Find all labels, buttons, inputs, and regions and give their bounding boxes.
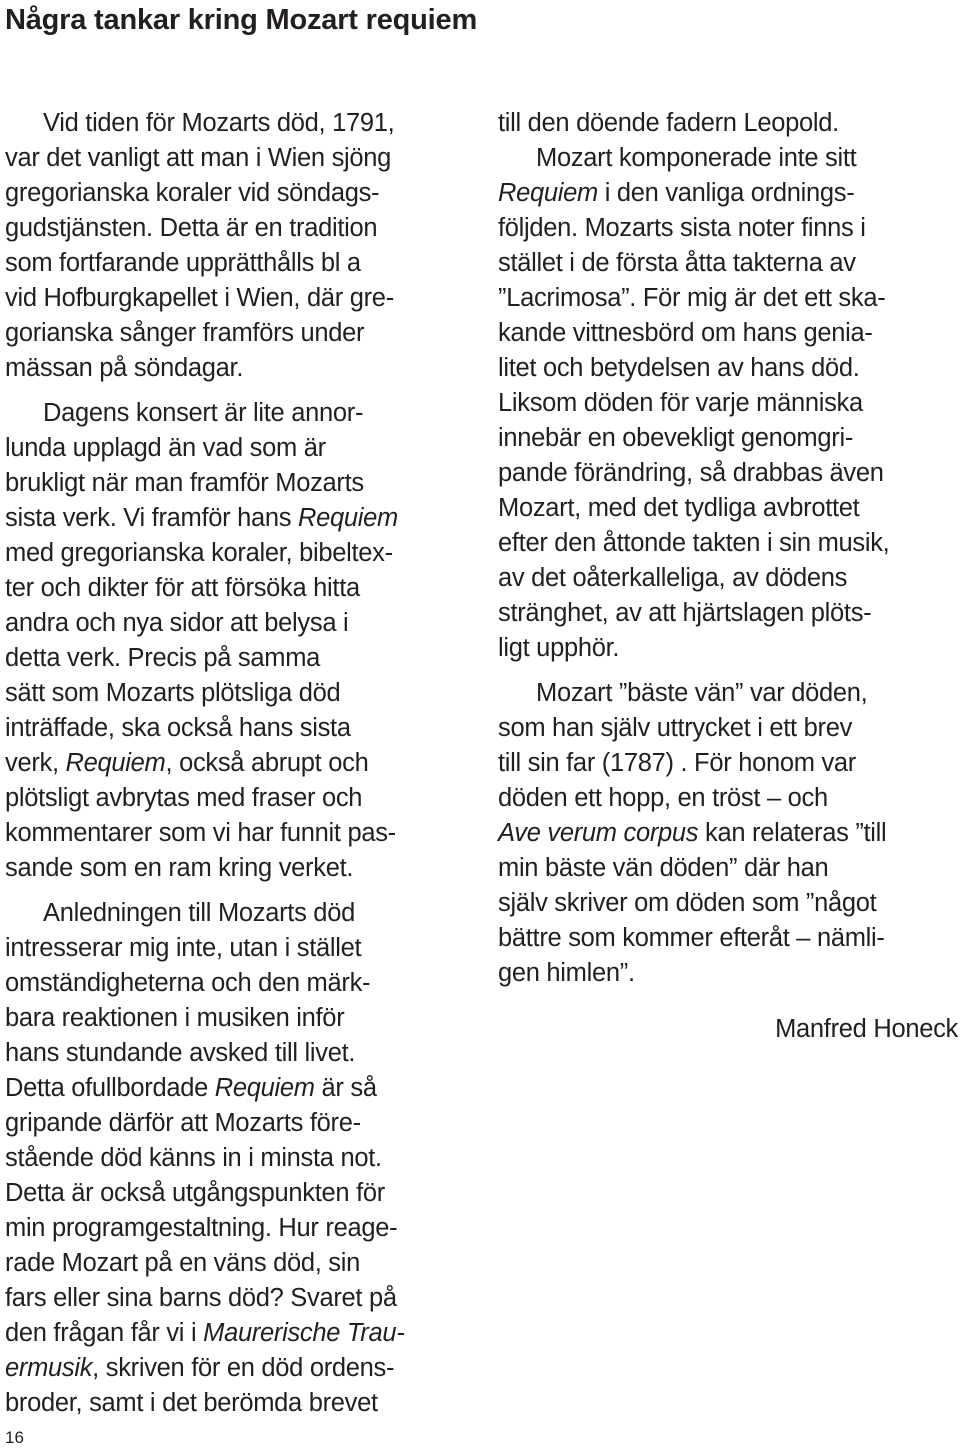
- text-segment: Liksom döden för varje människa: [498, 389, 863, 417]
- text-line: [5, 1001, 463, 1036]
- text-line: [498, 816, 958, 851]
- text-line: [5, 816, 463, 851]
- text-segment: brukligt när man framför Mozarts: [5, 469, 364, 497]
- text-segment: är så: [314, 1074, 377, 1102]
- text-segment: pande förändring, så drabbas även: [498, 459, 884, 487]
- italic-title: Maurerische Trau-: [203, 1319, 405, 1347]
- text-line: [498, 851, 958, 886]
- italic-title: Requiem: [65, 749, 166, 777]
- text-line: [5, 711, 463, 746]
- text-line: [498, 316, 958, 351]
- text-segment: till den döende fadern Leopold.: [498, 109, 839, 137]
- text-segment: bättre som kommer efteråt – nämli-: [498, 924, 885, 952]
- text-line: [5, 1071, 463, 1106]
- text-segment: Vid tiden för Mozarts död, 1791,: [43, 109, 395, 137]
- text-segment: gorianska sånger framförs under: [5, 319, 365, 347]
- author-signature: Manfred Honeck: [775, 1015, 958, 1043]
- text-segment: plötsligt avbrytas med fraser och: [5, 784, 363, 812]
- text-line: [5, 396, 463, 431]
- text-line: [5, 1351, 463, 1386]
- text-line: [498, 176, 958, 211]
- text-segment: min programgestaltning. Hur reage-: [5, 1214, 398, 1242]
- text-line: [498, 246, 958, 281]
- text-line: [498, 921, 958, 956]
- text-line: [5, 931, 463, 966]
- italic-title: Requiem: [214, 1074, 315, 1102]
- italic-title: Ave verum corpus: [498, 819, 699, 847]
- text-segment: mässan på söndagar.: [5, 354, 244, 382]
- text-line: [5, 571, 463, 606]
- text-segment: rade Mozart på en väns död, sin: [5, 1249, 360, 1277]
- text-line: [5, 1386, 463, 1421]
- text-line: [498, 421, 958, 456]
- text-line: [5, 676, 463, 711]
- text-line: [5, 606, 463, 641]
- text-line: [5, 431, 463, 466]
- text-line: [498, 351, 958, 386]
- text-segment: den frågan får vi i: [5, 1319, 204, 1347]
- text-line: [5, 176, 463, 211]
- text-segment: Detta ofullbordade: [5, 1074, 215, 1102]
- text-line: [5, 281, 463, 316]
- text-segment: verk,: [5, 749, 66, 777]
- text-segment: Anledningen till Mozarts död: [43, 899, 355, 927]
- text-line: [498, 386, 958, 421]
- text-line: [5, 896, 463, 931]
- text-segment: inträffade, ska också hans sista: [5, 714, 351, 742]
- text-line: [498, 491, 958, 526]
- text-line: [5, 1106, 463, 1141]
- text-line: [5, 1211, 463, 1246]
- text-segment: detta verk. Precis på samma: [5, 644, 321, 672]
- text-line: [5, 781, 463, 816]
- text-line: [498, 746, 958, 781]
- text-segment: sätt som Mozarts plötsliga död: [5, 679, 341, 707]
- text-segment: kande vittnesbörd om hans genia-: [498, 319, 873, 347]
- text-segment: omständigheterna och den märk-: [5, 969, 371, 997]
- text-segment: andra och nya sidor att belysa i: [5, 609, 349, 637]
- text-segment: som fortfarande upprätthålls bl a: [5, 249, 361, 277]
- text-segment: i den vanliga ordnings-: [597, 179, 855, 207]
- text-segment: vid Hofburgkapellet i Wien, där gre-: [5, 284, 394, 312]
- text-line: [498, 596, 958, 631]
- text-segment: efter den åttonde takten i sin musik,: [498, 529, 890, 557]
- text-line: [5, 966, 463, 1001]
- text-segment: gregorianska koraler vid söndags-: [5, 179, 380, 207]
- right-text-column: [498, 106, 958, 991]
- text-segment: följden. Mozarts sista noter finns i: [498, 214, 866, 242]
- text-line: [5, 1176, 463, 1211]
- text-line: [5, 1316, 463, 1351]
- text-segment: sande som en ram kring verket.: [5, 854, 354, 882]
- text-line: [5, 1246, 463, 1281]
- text-line: [5, 501, 463, 536]
- text-line: [498, 886, 958, 921]
- text-segment: av det oåterkalleliga, av dödens: [498, 564, 848, 592]
- text-line: [498, 141, 958, 176]
- text-segment: ”Lacrimosa”. För mig är det ett ska-: [498, 284, 886, 312]
- text-line: [498, 956, 958, 991]
- text-segment: Mozart komponerade inte sitt: [536, 144, 857, 172]
- text-line: [498, 781, 958, 816]
- text-segment: hans stundande avsked till livet.: [5, 1039, 356, 1067]
- text-segment: ter och dikter för att försöka hitta: [5, 574, 360, 602]
- text-line: [5, 1281, 463, 1316]
- text-line: [5, 316, 463, 351]
- text-segment: , också abrupt och: [165, 749, 369, 777]
- text-line: [498, 211, 958, 246]
- text-line: [5, 641, 463, 676]
- text-segment: Detta är också utgångspunkten för: [5, 1179, 385, 1207]
- text-segment: döden ett hopp, en tröst – och: [498, 784, 828, 812]
- text-line: [498, 561, 958, 596]
- text-segment: ligt upphör.: [498, 634, 620, 662]
- text-segment: till sin far (1787) . För honom var: [498, 749, 856, 777]
- text-segment: stående död känns in i minsta not.: [5, 1144, 382, 1172]
- italic-title: ermusik: [5, 1354, 93, 1382]
- text-segment: broder, samt i det berömda brevet: [5, 1389, 378, 1417]
- text-segment: Dagens konsert är lite annor-: [43, 399, 364, 427]
- text-segment: intresserar mig inte, utan i stället: [5, 934, 362, 962]
- text-segment: stället i de första åtta takterna av: [498, 249, 856, 277]
- text-line: [5, 1141, 463, 1176]
- text-line: [5, 351, 463, 386]
- page-number: 16: [5, 1428, 24, 1447]
- text-line: [5, 746, 463, 781]
- text-segment: med gregorianska koraler, bibeltex-: [5, 539, 393, 567]
- text-line: [5, 1036, 463, 1071]
- text-line: [498, 711, 958, 746]
- italic-title: Requiem: [498, 179, 598, 207]
- text-segment: gripande därför att Mozarts före-: [5, 1109, 361, 1137]
- text-line: [5, 141, 463, 176]
- text-line: [5, 466, 463, 501]
- text-line: [498, 281, 958, 316]
- text-segment: fars eller sina barns död? Svaret på: [5, 1284, 397, 1312]
- text-line: [5, 851, 463, 886]
- page-title: Några tankar kring Mozart requiem: [5, 4, 478, 36]
- text-segment: kommentarer som vi har funnit pas-: [5, 819, 396, 847]
- text-segment: innebär en obevekligt genomgri-: [498, 424, 854, 452]
- text-segment: bara reaktionen i musiken inför: [5, 1004, 345, 1032]
- text-segment: själv skriver om döden som ”något: [498, 889, 877, 917]
- italic-title: Requiem: [297, 504, 398, 532]
- text-segment: lunda upplagd än vad som är: [5, 434, 326, 462]
- text-segment: Mozart, med det tydliga avbrottet: [498, 494, 860, 522]
- text-segment: gen himlen”.: [498, 959, 635, 987]
- text-line: [498, 106, 958, 141]
- text-segment: litet och betydelsen av hans död.: [498, 354, 860, 382]
- text-line: [498, 631, 958, 666]
- left-text-column: [5, 106, 463, 1421]
- text-segment: gudstjänsten. Detta är en tradition: [5, 214, 378, 242]
- text-segment: kan relateras ”till: [698, 819, 887, 847]
- text-line: [5, 246, 463, 281]
- text-segment: stränghet, av att hjärtslagen plöts-: [498, 599, 872, 627]
- text-line: [5, 211, 463, 246]
- text-line: [5, 106, 463, 141]
- text-segment: som han själv uttrycket i ett brev: [498, 714, 853, 742]
- text-line: [498, 456, 958, 491]
- text-segment: min bäste vän döden” där han: [498, 854, 829, 882]
- text-line: [498, 526, 958, 561]
- text-segment: var det vanligt att man i Wien sjöng: [5, 144, 392, 172]
- text-segment: sista verk. Vi framför hans: [5, 504, 298, 532]
- text-line: [5, 536, 463, 571]
- text-segment: Mozart ”bäste vän” var döden,: [536, 679, 868, 707]
- text-segment: , skriven för en död ordens-: [92, 1354, 395, 1382]
- text-line: [498, 676, 958, 711]
